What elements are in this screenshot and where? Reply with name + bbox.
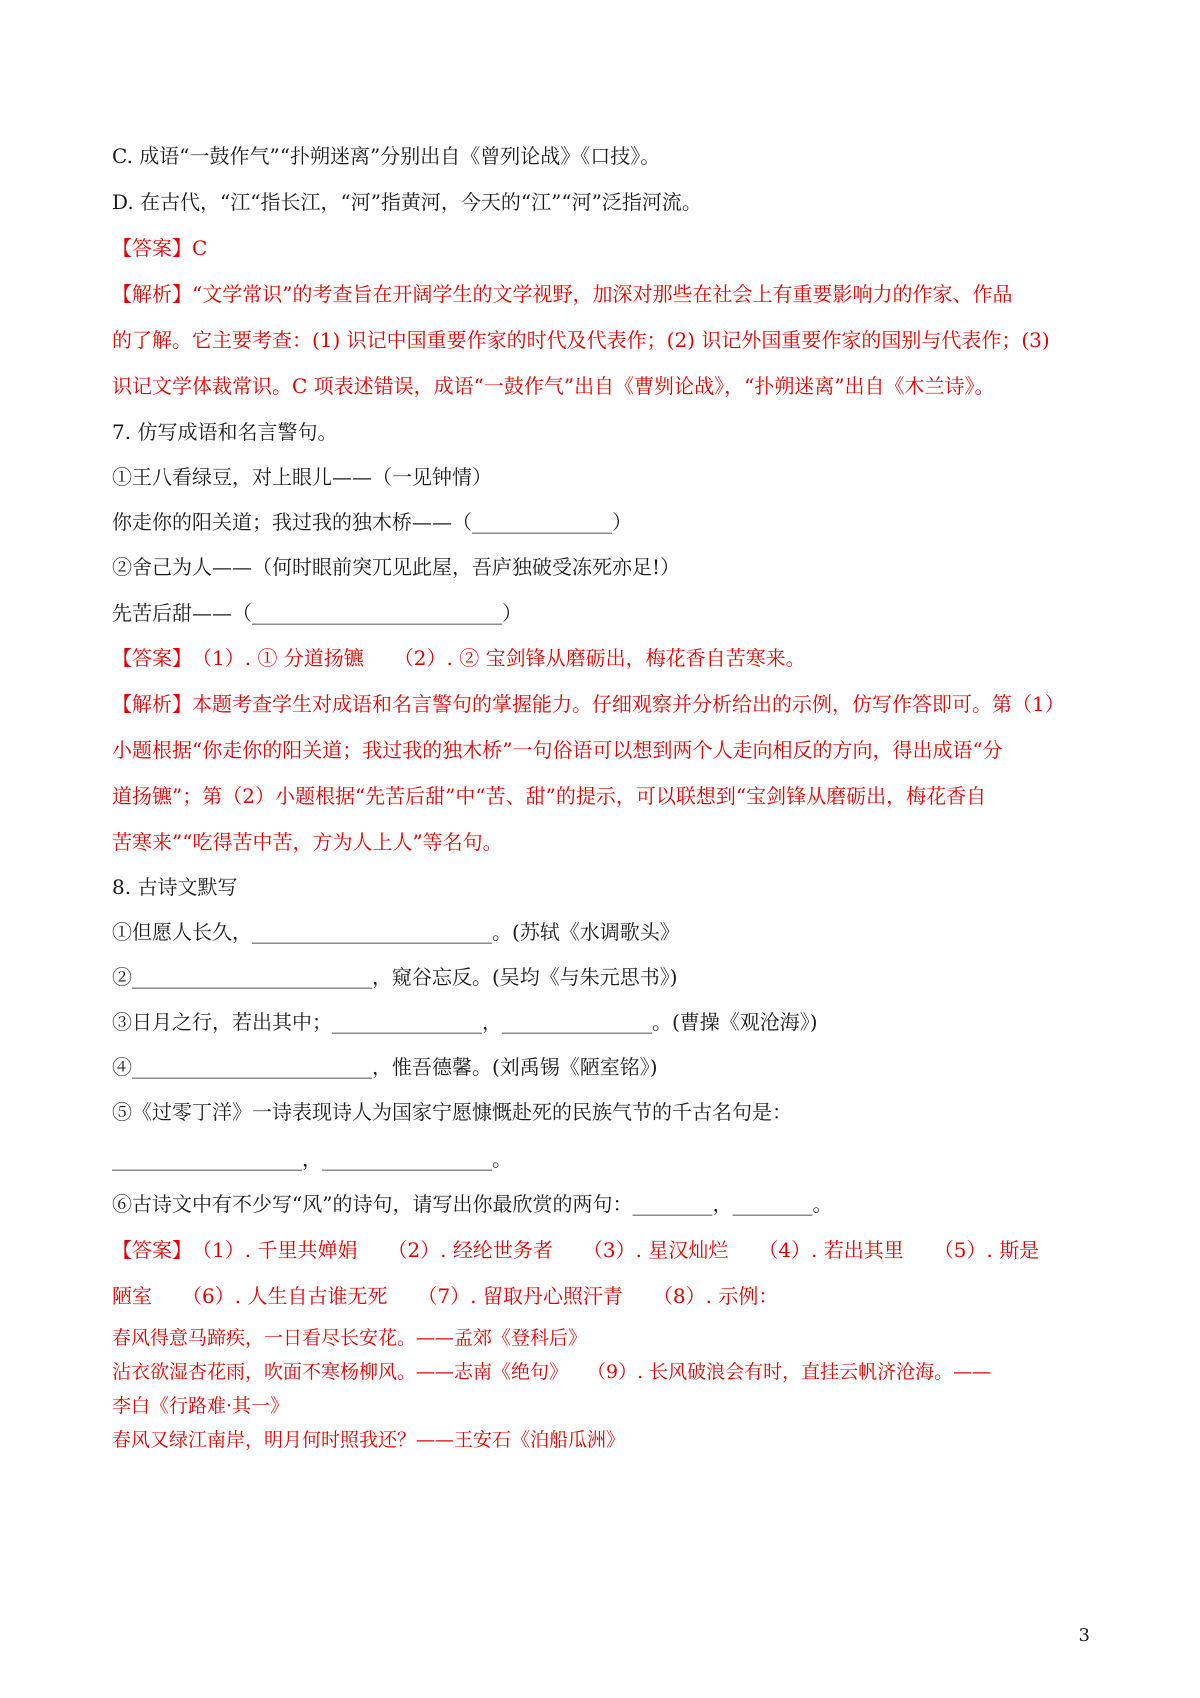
- q7-line-2: 你走你的阳关道；我过我的独木桥——（______________）: [112, 510, 632, 534]
- q8-line-4: ④________________________，惟吾德馨。(刘禹锡《陋室铭》): [112, 1055, 658, 1079]
- q6-analysis-line-2: 的了解。它主要考查：(1) 识记中国重要作家的时代及代表作；(2) 识记外国重要作家的国别与代表作；(3): [112, 328, 1050, 352]
- q8-example-2: 沾衣欲湿杏花雨，吹面不寒杨柳风。——志南《绝句》 （9）. 长风破浪会有时，直挂云帆济沧海。——: [112, 1361, 992, 1383]
- q7-analysis-line-1: 【解析】本题考查学生对成语和名言警句的掌握能力。仔细观察并分析给出的示例，仿写作答即可。第（1）: [112, 692, 1065, 716]
- q7-line-3: ②舍己为人——（何时眼前突兀见此屋，吾庐独破受冻死亦足!）: [112, 555, 681, 579]
- q7-analysis-line-3: 道扬镳”；第（2）小题根据“先苦后甜”中“苦、甜”的提示，可以联想到“宝剑锋从磨砺出，梅花香自: [112, 784, 987, 808]
- q6-analysis-line-3: 识记文学体裁常识。C 项表述错误，成语“一鼓作气”出自《曹刿论战》，“扑朔迷离”出自《木兰诗》。: [112, 374, 995, 398]
- q7-title: 7. 仿写成语和名言警句。: [112, 420, 338, 444]
- q8-example-3: 李白《行路难·其一》: [112, 1395, 290, 1417]
- q7-line-4: 先苦后甜——（_________________________）: [112, 601, 522, 625]
- q6-analysis-line-1: 【解析】“文学常识”的考查旨在开阔学生的文学视野，加深对那些在社会上有重要影响力的作家、作品: [112, 282, 1013, 306]
- q7-answer: 【答案】 （1）. ① 分道扬镳 （2）. ② 宝剑锋从磨砺出，梅花香自苦寒来。: [112, 646, 806, 670]
- q8-title: 8. 古诗文默写: [112, 875, 238, 899]
- q8-line-6: ___________________，_________________。: [112, 1147, 512, 1171]
- q8-answer-line-2: 陋室 （6）. 人生自古谁无死 （7）. 留取丹心照汗青 （8）. 示例：: [112, 1284, 779, 1308]
- q8-line-7: ⑥古诗文中有不少写“风”的诗句，请写出你最欣赏的两句：________，________。: [112, 1192, 833, 1216]
- q7-analysis-line-4: 苦寒来”“吃得苦中苦，方为人上人”等名句。: [112, 830, 503, 854]
- q8-line-5: ⑤《过零丁洋》一诗表现诗人为国家宁愿慷慨赴死的民族气节的千古名句是：: [112, 1100, 792, 1124]
- q6-option-d: D. 在古代，“江“指长江，“河”指黄河，今天的“江”“河”泛指河流。: [112, 190, 702, 214]
- q8-line-1: ①但愿人长久，________________________。(苏轼《水调歌头》: [112, 920, 680, 944]
- q8-example-4: 春风又绿江南岸，明月何时照我还？——王安石《泊船瓜洲》: [112, 1429, 626, 1451]
- q7-line-1: ①王八看绿豆，对上眼儿——（一见钟情）: [112, 465, 492, 489]
- q8-line-2: ②________________________，窥谷忘反。(吴均《与朱元思书》): [112, 965, 678, 989]
- page-number: 3: [1078, 1625, 1090, 1646]
- q7-analysis-line-2: 小题根据“你走你的阳关道；我过我的独木桥”一句俗语可以想到两个人走向相反的方向，得出成语“分: [112, 738, 1003, 762]
- q6-answer: 【答案】C: [112, 236, 208, 260]
- q8-example-1: 春风得意马蹄疾，一日看尽长安花。——孟郊《登科后》: [112, 1327, 588, 1349]
- q6-option-c: C. 成语“一鼓作气”“扑朔迷离”分别出自《曾列论战》《口技》。: [112, 144, 661, 168]
- q8-line-3: ③日月之行，若出其中；_______________，_______________。(曹操《观沧海》): [112, 1010, 818, 1034]
- q8-answer-line-1: 【答案】 （1）. 千里共婵娟 （2）. 经纶世务者 （3）. 星汉灿烂 （4）. 若出其里 （5）. 斯是: [112, 1238, 1040, 1262]
